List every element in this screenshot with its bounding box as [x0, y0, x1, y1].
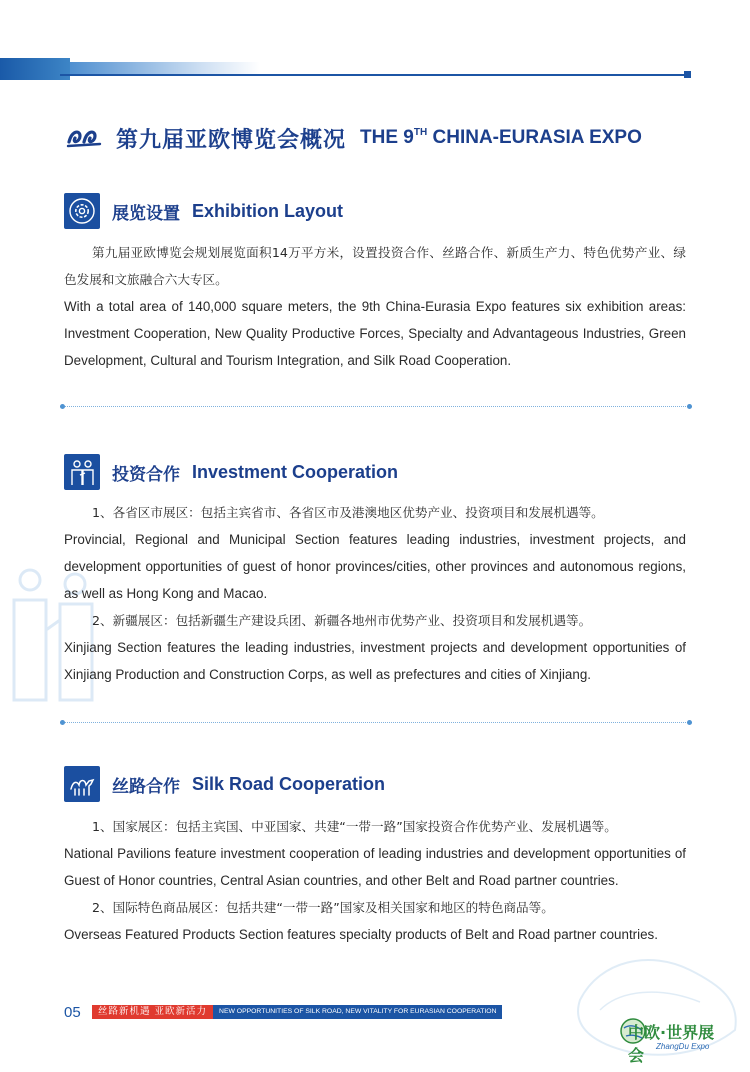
- section-title-en: Silk Road Cooperation: [192, 773, 386, 794]
- title-en-prefix: THE 9: [360, 127, 414, 148]
- stripe-end-dot: [684, 71, 691, 78]
- section-body-investment-cooperation: [64, 499, 686, 688]
- camel-icon: [64, 766, 100, 802]
- page-title: [66, 118, 642, 158]
- section-header-exhibition-layout: [64, 193, 343, 229]
- section-title-en: Investment Cooperation: [192, 461, 399, 482]
- section-divider: [60, 404, 692, 408]
- top-decorative-stripe: [0, 58, 690, 82]
- title-en-sup: TH: [413, 127, 428, 138]
- paragraph-en: With a total area of 140,000 square meters, the 9th China-Eurasia Expo features six exhibition areas: Investment Cooperation, New Quality Productive Forces, Specialty and Advantageous Industries, Green Development, Cultural and Tourism Integration, and Silk Road Cooperation.: [64, 299, 686, 368]
- silk-road-logo-icon: [66, 126, 104, 150]
- paragraph-cn: 2、新疆展区：包括新疆生产建设兵团、新疆各地州市优势产业、投资项目和发展机遇等。: [92, 613, 592, 628]
- stripe-line: [60, 74, 686, 76]
- paragraph-cn: 第九届亚欧博览会规划展览面积14万平方米，设置投资合作、丝路合作、新质生产力、特色优势产业、绿色发展和文旅融合六大专区。: [64, 245, 686, 287]
- expo-logo: [618, 1016, 728, 1065]
- title-en-suffix: CHINA-EURASIA EXPO: [427, 127, 642, 148]
- logo-subtext: ZhangDu Expo: [656, 1042, 710, 1051]
- stripe-block: [0, 58, 70, 80]
- paragraph-cn: 1、国家展区：包括主宾国、中亚国家、共建“一带一路”国家投资合作优势产业、发展机遇等。: [92, 819, 617, 834]
- section-header-investment-cooperation: [64, 454, 398, 490]
- paragraph-en: Xinjiang Section features the leading industries, investment projects and development opportunities of Xinjiang Production and Construction Corps, as well as prefectures and cities of Xinjiang.: [64, 640, 686, 682]
- section-title-en: Exhibition Layout: [192, 200, 343, 221]
- section-body-silk-road-cooperation: [64, 813, 686, 948]
- section-title-cn: 丝路合作: [112, 776, 180, 797]
- section-title-cn: 投资合作: [112, 464, 180, 485]
- logo-text: 中欧·世界展会: [628, 1023, 715, 1065]
- section-title-cn: 展览设置: [112, 203, 180, 224]
- gear-settings-icon: [64, 193, 100, 229]
- paragraph-en: Provincial, Regional and Municipal Section features leading industries, investment projects, and development opportunities of guest of honor provinces/cities, other provinces and autonomous regions, as well as Hong Kong and Macao.: [64, 532, 686, 601]
- title-english: [360, 127, 642, 149]
- page-footer: [64, 1004, 502, 1020]
- paragraph-cn: 2、国际特色商品展区：包括共建“一带一路”国家及相关国家和地区的特色商品等。: [92, 900, 554, 915]
- title-chinese: 第九届亚欧博览会概况: [116, 127, 347, 153]
- business-people-icon: [64, 454, 100, 490]
- paragraph-en: Overseas Featured Products Section features specialty products of Belt and Road partner countries.: [64, 927, 658, 942]
- paragraph-cn: 1、各省区市展区：包括主宾省市、各省区市及港澳地区优势产业、投资项目和发展机遇等。: [92, 505, 604, 520]
- section-divider: [60, 720, 692, 724]
- paragraph-en: National Pavilions feature investment cooperation of leading industries and development opportunities of Guest of Honor countries, Central Asian countries, and other Belt and Road partner countries.: [64, 846, 686, 888]
- section-header-silk-road-cooperation: [64, 766, 385, 802]
- section-body-exhibition-layout: [64, 239, 686, 374]
- page-number: 05: [64, 1003, 81, 1021]
- slogan-en: NEW OPPORTUNITIES OF SILK ROAD, NEW VITALITY FOR EURASIAN COOPERATION: [213, 1005, 502, 1019]
- slogan-cn: 丝路新机遇 亚欧新活力: [92, 1005, 213, 1019]
